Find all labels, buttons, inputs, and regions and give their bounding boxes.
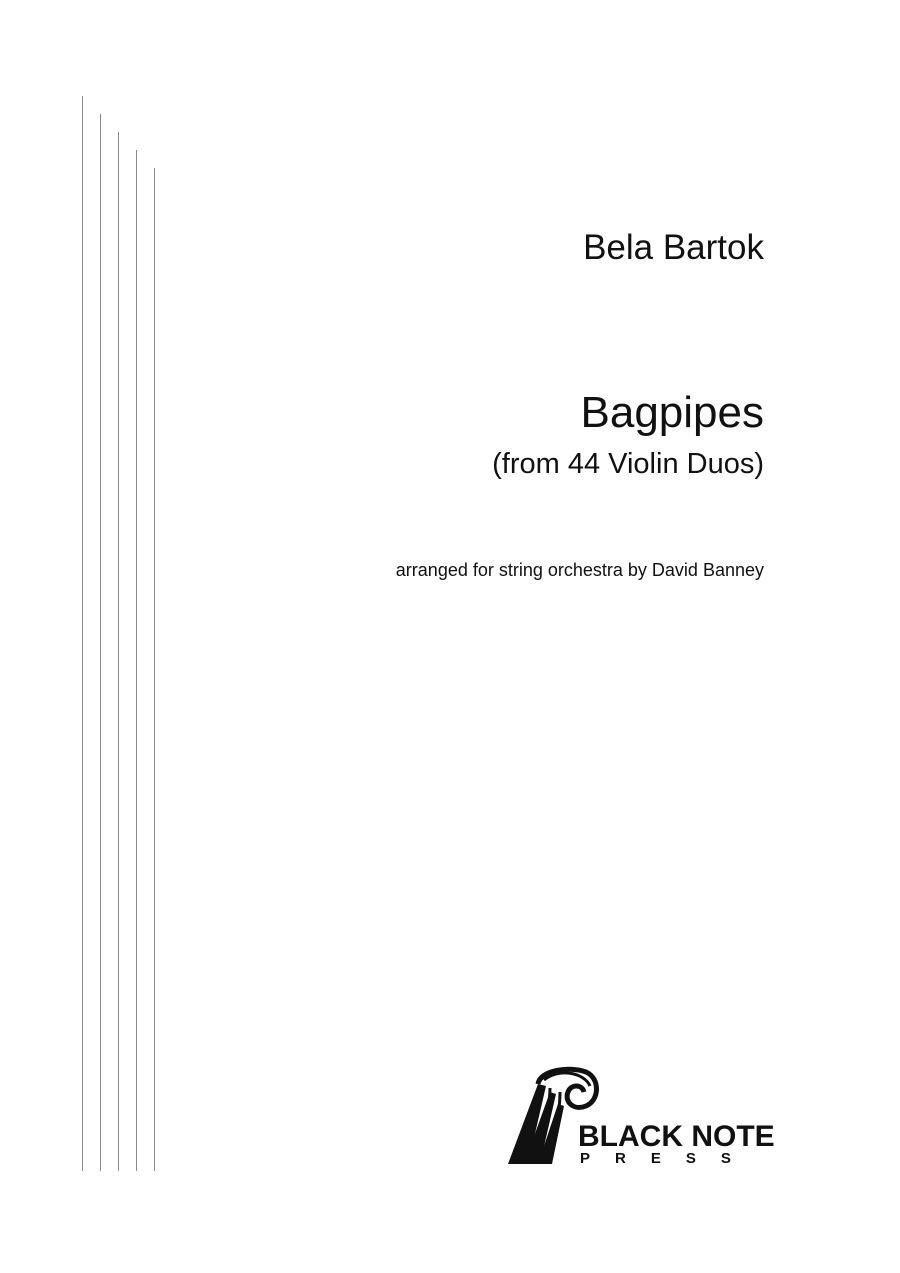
staff-line	[100, 114, 101, 1171]
staff-line	[136, 150, 137, 1171]
composer-name: Bela Bartok	[583, 228, 764, 267]
piece-subtitle: (from 44 Violin Duos)	[492, 448, 764, 480]
arranger-credit: arranged for string orchestra by David Banney	[395, 560, 764, 580]
piece-title: Bagpipes	[580, 388, 764, 437]
staff-line	[82, 96, 83, 1171]
staff-line	[154, 168, 155, 1171]
publisher-logo	[500, 1066, 780, 1171]
staff-line	[118, 132, 119, 1171]
publisher-name: BLACK NOTE	[578, 1120, 775, 1153]
publisher-sub: PRESS	[580, 1150, 756, 1167]
